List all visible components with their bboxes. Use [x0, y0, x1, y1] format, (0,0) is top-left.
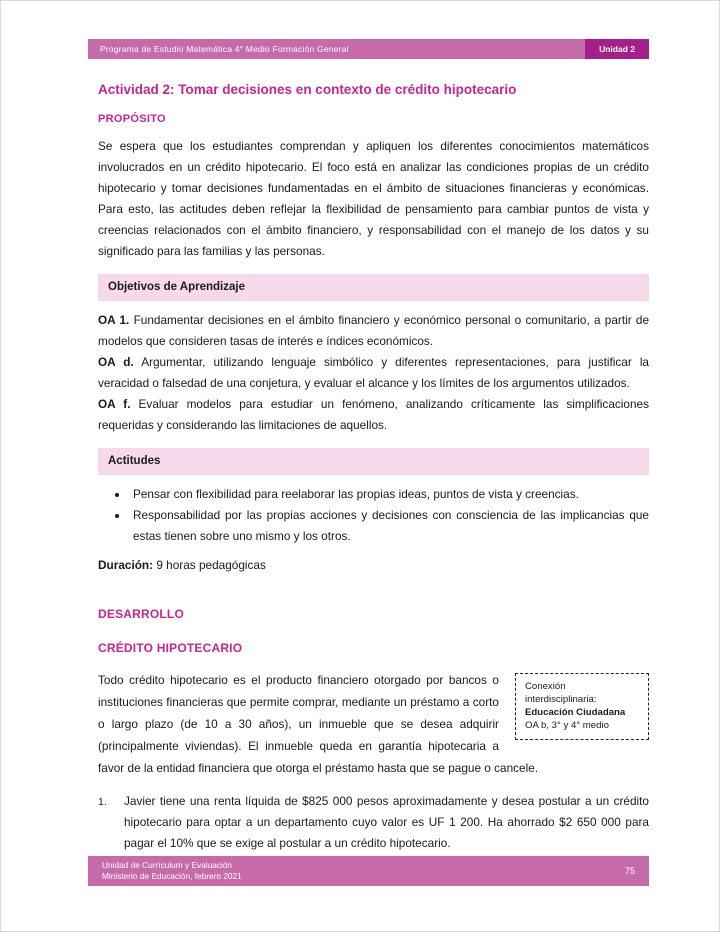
conexion-subject: Educación Ciudadana [525, 707, 626, 718]
footer-organization [102, 860, 242, 882]
conexion-detail: OA b, 3° y 4° medio [525, 720, 609, 731]
desarrollo-heading: DESARROLLO [98, 607, 184, 621]
credito-paragraph: Todo crédito hipotecario es el producto financiero otorgado por bancos o instituciones financieras que permite comprar, mediante un préstamo a corto o largo plazo (de 10 a 30 años), un inmueble que se desea adquirir (principalmente viviendas). El inmueble queda en garantía hipotecaria a favor de la entidad financiera que otorga el préstamo hasta que se pague o cancele. [98, 673, 539, 775]
header-band [88, 39, 649, 59]
oa-item-3-text: Evaluar modelos para estudiar un fenómeno, analizando críticamente las simplificaciones requeridas y considerando las limitaciones de aquellos. [98, 397, 649, 432]
oa-item-2 [98, 352, 649, 394]
credito-section [98, 669, 649, 779]
program-title: Programa de Estudio Matemática 4° Medio Formación General [100, 44, 349, 54]
duracion-label: Duración: [98, 558, 154, 572]
duracion-line [98, 555, 649, 576]
page-content [98, 81, 649, 854]
exercise-item-1 [98, 791, 649, 854]
objetivos-list [98, 310, 649, 436]
actitud-item-2: • Responsabilidad por las propias acciones y decisiones con consciencia de las implicancias que estas tienen sobre uno mismo y los otros. [129, 505, 649, 547]
oa-item-1 [98, 310, 649, 352]
conexion-intro: Conexión interdisciplinaria: [525, 681, 597, 705]
oa-item-1-label: OA 1. [98, 313, 130, 327]
page-number: 75 [624, 866, 635, 876]
activity-title: Actividad 2: Tomar decisiones en contexto de crédito hipotecario [98, 82, 517, 97]
exercise-number: 1. [98, 796, 107, 808]
proposito-heading: PROPÓSITO [98, 113, 166, 125]
unit-badge: Unidad 2 [585, 39, 649, 59]
proposito-paragraph: Se espera que los estudiantes comprendan y apliquen los diferentes conocimientos matemáticos involucrados en un crédito hipotecario. El foco está en analizar las condiciones propias de un crédito hipotecario y tomar decisiones fundamentadas en el ámbito de situaciones financieras y económicas. Para esto, las actitudes deben reflejar la flexibilidad de pensamiento para cambiar puntos de vista y creencias relacionados con el ámbito financiero, y responsabilidad con el manejo de los datos y su significado para las familias y las personas. [98, 139, 649, 258]
oa-item-2-text: Argumentar, utilizando lenguaje simbólico y diferentes representaciones, para justificar la veracidad o falsedad de una conjetura, y evaluar el alcance y los límites de los argumentos utilizados. [98, 355, 649, 390]
credito-heading: CRÉDITO HIPOTECARIO [98, 641, 243, 655]
actitudes-list [98, 484, 649, 547]
exercise-text: Javier tiene una renta líquida de $825 000 pesos aproximadamente y desea postular a un crédito hipotecario para optar a un departamento cuyo valor es UF 1 200. Ha ahorrado $2 650 000 para pagar el 10% que se exige al postular a un crédito hipotecario. [124, 794, 649, 850]
footer-band [88, 856, 649, 886]
actitud-item-1: • Pensar con flexibilidad para reelaborar las propias ideas, puntos de vista y creencias. [129, 484, 649, 505]
actitudes-header-bar: Actitudes [98, 448, 649, 475]
duracion-value: 9 horas pedagógicas [153, 558, 266, 572]
oa-item-3-label: OA f. [98, 397, 131, 411]
objetivos-header-bar: Objetivos de Aprendizaje [98, 274, 649, 301]
oa-item-3 [98, 394, 649, 436]
oa-item-2-label: OA d. [98, 355, 134, 369]
footer-line-2: Ministerio de Educación, febrero 2021 [102, 871, 242, 881]
oa-item-1-text: Fundamentar decisiones en el ámbito financiero y económico personal o comunitario, a partir de modelos que consideren tasas de interés e índices económicos. [98, 313, 650, 348]
footer-line-1: Unidad de Currículum y Evaluación [102, 860, 233, 870]
conexion-interdisciplinaria-box [515, 673, 649, 740]
